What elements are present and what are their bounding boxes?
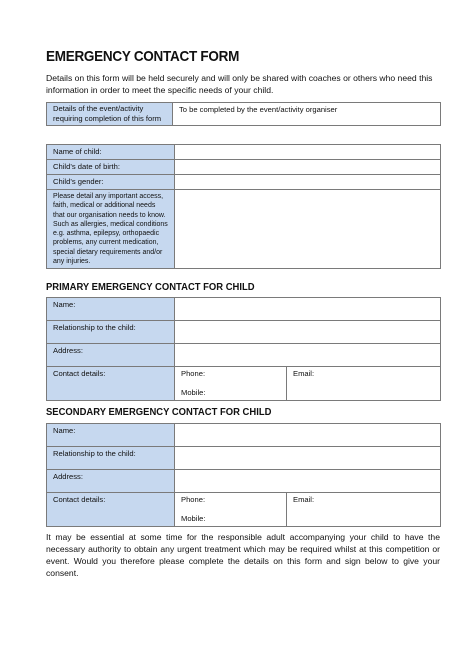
primary-relationship-label: Relationship to the child: bbox=[47, 321, 175, 344]
primary-contact-label: Contact details: bbox=[47, 367, 175, 401]
secondary-contact-heading: SECONDARY EMERGENCY CONTACT FOR CHILD bbox=[46, 406, 272, 418]
secondary-relationship-field[interactable] bbox=[175, 447, 441, 470]
consent-text: It may be essential at some time for the responsible adult accompanying your child to have the necessary authority to obtain any urgent treatment which may be required whilst at this competition or event. Would you therefore please complete the details on this form and sign below to give your consent. bbox=[46, 532, 440, 578]
secondary-phone-label: Phone: bbox=[181, 495, 206, 504]
primary-mobile-label: Mobile: bbox=[181, 388, 206, 397]
secondary-contact-table bbox=[46, 423, 441, 527]
child-gender-field[interactable] bbox=[175, 175, 441, 190]
child-needs-field[interactable] bbox=[175, 190, 441, 269]
primary-name-field[interactable] bbox=[175, 298, 441, 321]
primary-address-label: Address: bbox=[47, 344, 175, 367]
primary-email-field[interactable] bbox=[287, 367, 441, 401]
event-details-label: Details of the event/activity requiring completion of this form bbox=[47, 103, 173, 126]
secondary-email-label: Email: bbox=[293, 495, 315, 504]
primary-phone-label: Phone: bbox=[181, 369, 206, 378]
secondary-name-label: Name: bbox=[47, 424, 175, 447]
child-name-field[interactable] bbox=[175, 145, 441, 160]
primary-contact-table bbox=[46, 297, 441, 401]
primary-contact-heading: PRIMARY EMERGENCY CONTACT FOR CHILD bbox=[46, 281, 255, 293]
secondary-relationship-label: Relationship to the child: bbox=[47, 447, 175, 470]
secondary-email-field[interactable] bbox=[287, 493, 441, 527]
primary-name-label: Name: bbox=[47, 298, 175, 321]
intro-text: Details on this form will be held securely and will only be shared with coaches or others who need this information in order to meet the specific needs of your child. bbox=[46, 73, 433, 95]
child-needs-label: Please detail any important access, faith, medical or additional needs that our organisation needs to know. Such as allergies, medical conditions e.g. asthma, epilepsy, orthopaedic problems, any current medication, special dietary requirements and/or any injuries. bbox=[47, 190, 175, 269]
primary-email-label: Email: bbox=[293, 369, 315, 378]
primary-address-field[interactable] bbox=[175, 344, 441, 367]
child-details-table bbox=[46, 144, 441, 269]
secondary-address-label: Address: bbox=[47, 470, 175, 493]
child-dob-label: Child’s date of birth: bbox=[47, 160, 175, 175]
secondary-contact-label: Contact details: bbox=[47, 493, 175, 527]
child-gender-label: Child’s gender: bbox=[47, 175, 175, 190]
primary-relationship-field[interactable] bbox=[175, 321, 441, 344]
event-table bbox=[46, 102, 441, 126]
secondary-address-field[interactable] bbox=[175, 470, 441, 493]
child-name-label: Name of child: bbox=[47, 145, 175, 160]
event-details-field[interactable]: To be completed by the event/activity organiser bbox=[173, 103, 441, 126]
child-dob-field[interactable] bbox=[175, 160, 441, 175]
secondary-mobile-label: Mobile: bbox=[181, 514, 206, 523]
secondary-name-field[interactable] bbox=[175, 424, 441, 447]
secondary-phone-field[interactable] bbox=[175, 493, 287, 527]
page-title: EMERGENCY CONTACT FORM bbox=[46, 48, 240, 65]
primary-phone-field[interactable] bbox=[175, 367, 287, 401]
